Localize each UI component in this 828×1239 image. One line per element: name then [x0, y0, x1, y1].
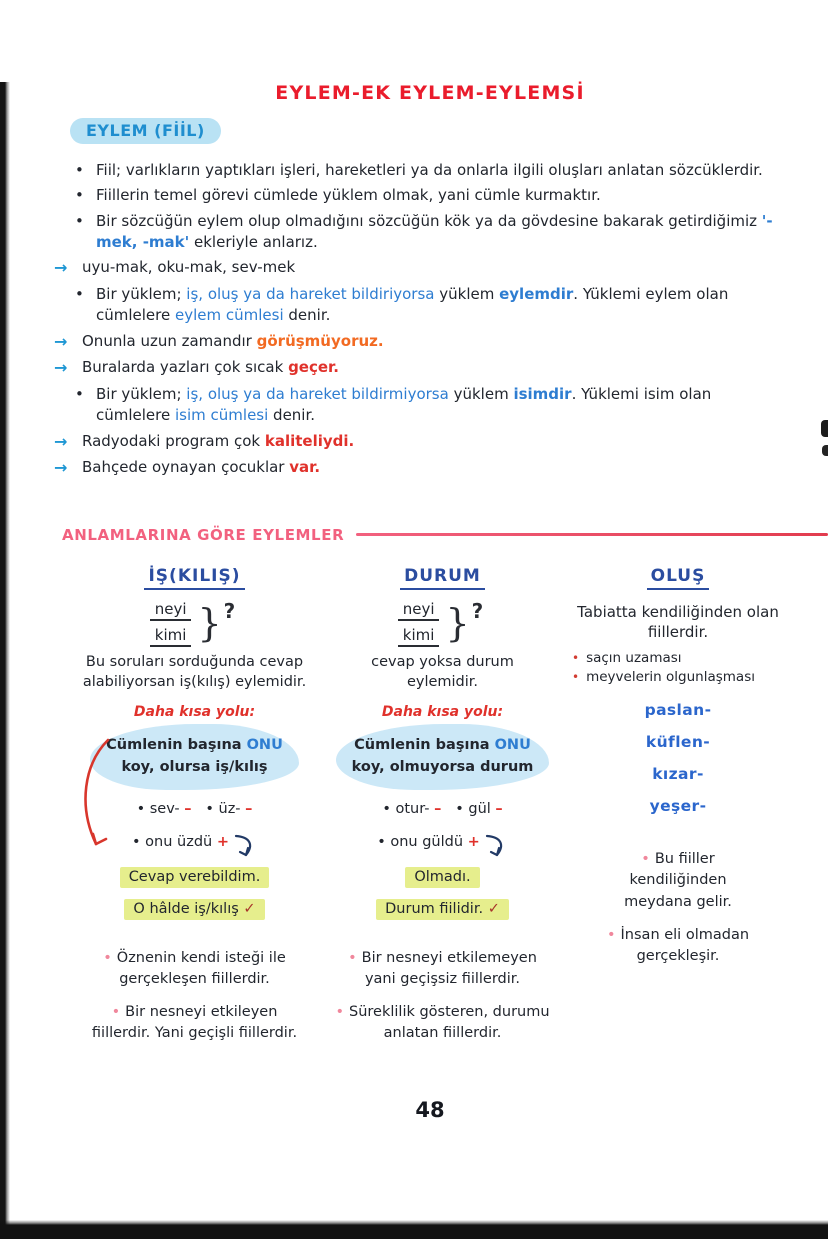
note-text: Bu fiiller kendiliğinden meydana gelir.	[624, 851, 732, 910]
test-line: • sev- – • üz- –	[136, 800, 253, 817]
onu-rule-blob	[336, 724, 550, 790]
note-item	[335, 948, 550, 990]
column-durum	[330, 566, 555, 1056]
bullet-icon: •	[103, 949, 112, 966]
verb-list	[558, 701, 798, 815]
bullet-icon: •	[572, 670, 580, 685]
test-text: • onu üzdü +	[132, 833, 229, 850]
page-number: 48	[415, 1097, 445, 1122]
blob-line: koy, olmuyorsa durum	[351, 758, 534, 775]
onu-rule-blob	[90, 724, 299, 790]
col-description: Tabiatta kendiliğinden olan fiillerdir.	[577, 602, 779, 642]
verb-item: yeşer-	[649, 797, 707, 816]
intro-line	[54, 331, 782, 354]
col-description: Bu soruları sorduğunda cevap alabiliyorsan iş(kılış) eylemidir.	[82, 653, 307, 690]
blob-line: Cümlenin başına ONU	[354, 737, 531, 754]
verb-item: küflen-	[645, 733, 711, 752]
intro-text: Bir sözcüğün eylem olup olmadığını sözcüğün kök ya da gövdesine bakarak getirdiğimiz '-mek, -mak' ekleriyle anlarız.	[96, 211, 773, 251]
highlight-result: O hâlde iş/kılış ✓	[124, 899, 264, 920]
question-words	[150, 600, 192, 647]
bullet-icon: •	[335, 1003, 344, 1020]
notes-list	[62, 948, 327, 1044]
note-text: Öznenin kendi isteği ile gerçekleşen fiillerdir.	[116, 949, 286, 987]
arrow-icon: →	[54, 258, 68, 278]
highlight-result: Olmadı.	[405, 867, 479, 888]
test-line: • otur- – • gül –	[382, 800, 503, 817]
arrow-icon: →	[54, 358, 68, 378]
verb-type-columns	[62, 566, 798, 1056]
shortcut-label: Daha kısa yolu:	[381, 704, 504, 721]
question-mark-icon: ?	[223, 599, 236, 624]
intro-list	[54, 160, 782, 480]
intro-text: Fiil; varlıkların yaptıkları işleri, hareketleri ya da onlarla ilgili oluşları anlatan sözcüklerdir.	[96, 161, 763, 179]
section-title: ANLAMLARINA GÖRE EYLEMLER	[62, 525, 345, 544]
bullet-icon: •	[348, 949, 357, 966]
intro-line	[54, 431, 782, 454]
note-item	[87, 1002, 302, 1044]
intro-text: Buralarda yazları çok sıcak geçer.	[82, 358, 339, 377]
verb-item: kızar-	[652, 765, 704, 784]
bullet-icon: •	[606, 926, 616, 943]
note-text: Süreklilik gösteren, durumu anlatan fiillerdir.	[349, 1003, 550, 1041]
intro-text: Bir yüklem; iş, oluş ya da hareket bildiriyorsa yüklem eylemdir. Yüklemi eylem olan cümlelere eylem cümlesi denir.	[96, 284, 729, 325]
page-title: EYLEM-EK EYLEM-EYLEMSİ	[275, 82, 585, 104]
question-block	[330, 600, 555, 647]
intro-line	[62, 160, 782, 181]
bullet-icon: •	[75, 384, 84, 403]
intro-text: uyu-mak, oku-mak, sev-mek	[82, 258, 296, 277]
intro-line	[62, 211, 782, 254]
brace-icon: }	[445, 601, 470, 646]
eylem-badge-label: EYLEM (FİİL)	[86, 121, 205, 140]
intro-line	[54, 457, 782, 480]
test-text: • onu güldü +	[377, 833, 480, 850]
shortcut-label: Daha kısa yolu:	[133, 704, 256, 721]
question-word: kimi	[150, 626, 192, 647]
col-title-durum: DURUM	[400, 566, 485, 590]
intro-line	[62, 284, 782, 327]
example-text: saçın uzaması	[586, 650, 682, 667]
examples-list	[558, 650, 798, 685]
question-word: kimi	[398, 626, 440, 647]
blob-line: Cümlenin başına ONU	[106, 737, 283, 754]
intro-text: Bir yüklem; iş, oluş ya da hareket bildirmiyorsa yüklem isimdir. Yüklemi isim olan cümlelere isim cümlesi denir.	[96, 384, 712, 425]
scan-mark-right	[821, 420, 828, 437]
question-block	[62, 600, 327, 647]
bullet-icon: •	[75, 284, 84, 303]
bullet-icon: •	[572, 651, 580, 666]
note-text: Bir nesneyi etkilemeyen yani geçişsiz fiillerdir.	[361, 949, 537, 987]
notes-list	[330, 948, 555, 1044]
bullet-icon: •	[75, 211, 84, 230]
col-title-olus: OLUŞ	[647, 566, 710, 590]
note-item	[598, 849, 758, 912]
notes-list	[558, 849, 798, 966]
scan-mark-right	[822, 445, 828, 456]
bullet-icon: •	[641, 851, 650, 868]
curve-arrow-icon	[233, 832, 257, 860]
brace-icon: }	[197, 601, 222, 646]
note-item	[87, 948, 302, 990]
curve-arrow-icon	[484, 832, 508, 860]
question-word: neyi	[150, 600, 192, 621]
example-text: meyvelerin olgunlaşması	[586, 669, 755, 686]
intro-line	[54, 357, 782, 380]
note-text: İnsan eli olmadan gerçekleşir.	[620, 926, 750, 964]
arrow-icon: →	[54, 431, 68, 451]
bullet-icon: •	[111, 1003, 121, 1020]
scan-edge-bottom	[0, 1220, 828, 1239]
question-words	[398, 600, 440, 647]
intro-text: Onunla uzun zamandır görüşmüyoruz.	[82, 331, 384, 350]
column-olus	[558, 566, 798, 1056]
test-line	[330, 828, 555, 856]
verb-item: paslan-	[644, 701, 712, 720]
intro-text: Fiillerin temel görevi cümlede yüklem olmak, yani cümle kurmaktır.	[96, 186, 601, 205]
bullet-icon: •	[75, 186, 84, 205]
col-description: cevap yoksa durum eylemidir.	[371, 653, 514, 690]
intro-line	[62, 185, 782, 206]
bullet-icon: •	[75, 161, 84, 179]
intro-line	[54, 257, 782, 280]
question-mark-icon: ?	[471, 599, 484, 624]
question-word: neyi	[398, 600, 440, 621]
example-item	[572, 650, 798, 666]
intro-text: Bahçede oynayan çocuklar var.	[82, 458, 321, 477]
highlight-result: Durum fiilidir. ✓	[376, 899, 509, 920]
eylem-badge	[70, 118, 221, 144]
note-text: Bir nesneyi etkileyen fiillerdir. Yani geçişli fiillerdir.	[91, 1003, 298, 1041]
intro-line	[62, 384, 782, 427]
arrow-icon: →	[54, 331, 68, 351]
blob-line: koy, olursa iş/kılış	[121, 758, 268, 775]
section-rule	[356, 533, 828, 536]
column-is-kilis	[62, 566, 327, 1056]
red-curved-arrow	[74, 734, 118, 860]
intro-text: Radyodaki program çok kaliteliydi.	[82, 431, 355, 450]
note-item	[335, 1002, 550, 1044]
scan-edge-left	[0, 82, 10, 1239]
note-item	[598, 925, 758, 967]
section-header	[62, 526, 828, 544]
highlight-result: Cevap verebildim.	[120, 867, 270, 888]
col-title-is-kilis: İŞ(KILIŞ)	[144, 566, 244, 590]
arrow-icon: →	[54, 458, 68, 478]
example-item	[572, 669, 798, 685]
notes-page	[0, 82, 828, 1122]
